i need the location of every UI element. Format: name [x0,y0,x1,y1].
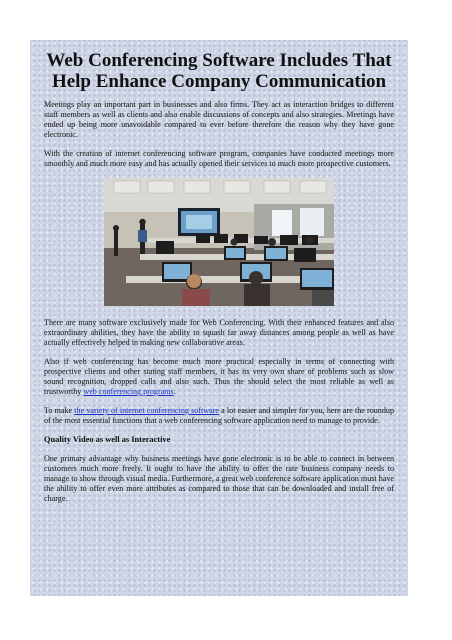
paragraph-practical-end: . [173,387,176,396]
document-page [30,40,408,596]
paragraph-roundup-start: To make [44,406,75,415]
web-conferencing-programs-link[interactable]: web conferencing programs [83,387,174,396]
paragraph-roundup-text: a lot easier and simpler for you, here are the roundup of the most essential functions that a web conferencing software application need to manage to provide. [44,406,394,425]
paragraph-quality-video: One primary advantage why business meetings have gone electronic is to be able to connect in between customers much more freely. It ought to have the ability to offer the rate business company needs to manage to show through visual media. Furthermore, a great web conference software application must have the ability to offer even more attributes as compared to those that can be downloaded and install free of charge. [44,454,394,503]
internet-conferencing-software-link[interactable]: the variety of internet conferencing software [74,406,220,415]
paragraph-software: There are many software exclusively made for Web Conferencing. With their enhanced features and also extraordinary abilities, they have the ability to squash far away distances among people as well as have actually effectively helped in making new collaborative areas. [44,318,394,347]
paragraph-practical-text: Also if web conferencing has become much more practical especially in terms of connecting with prospective clients and other stating staff members, it has its very own share of problems such as slow sound recognition, dropped calls and also such. Thus the should select the most reliable as well as trustworthy [44,357,394,396]
paragraph-intro: Meetings play an important part in businesses and also firms. They act as interaction bridges to different staff members as well as clients and also enable discussions of concepts and also strategies. Meetings have ended up being more unavoidable compared to ever before therefore the reason why they have gone electronic. [44,100,394,139]
paragraph-practical [44,357,394,397]
section-heading: Quality Video as well as Interactive [44,435,171,444]
paragraph-creation: With the creation of internet conferencing software program, companies have conducted meetings more smoothly and much more easy and has actually opened their services to much more prospective customers. [44,149,394,168]
conference-room-photo [104,178,334,306]
document-title: Web Conferencing Software Includes That Help Enhance Company Communication [46,50,392,92]
paragraph-roundup [44,406,394,426]
